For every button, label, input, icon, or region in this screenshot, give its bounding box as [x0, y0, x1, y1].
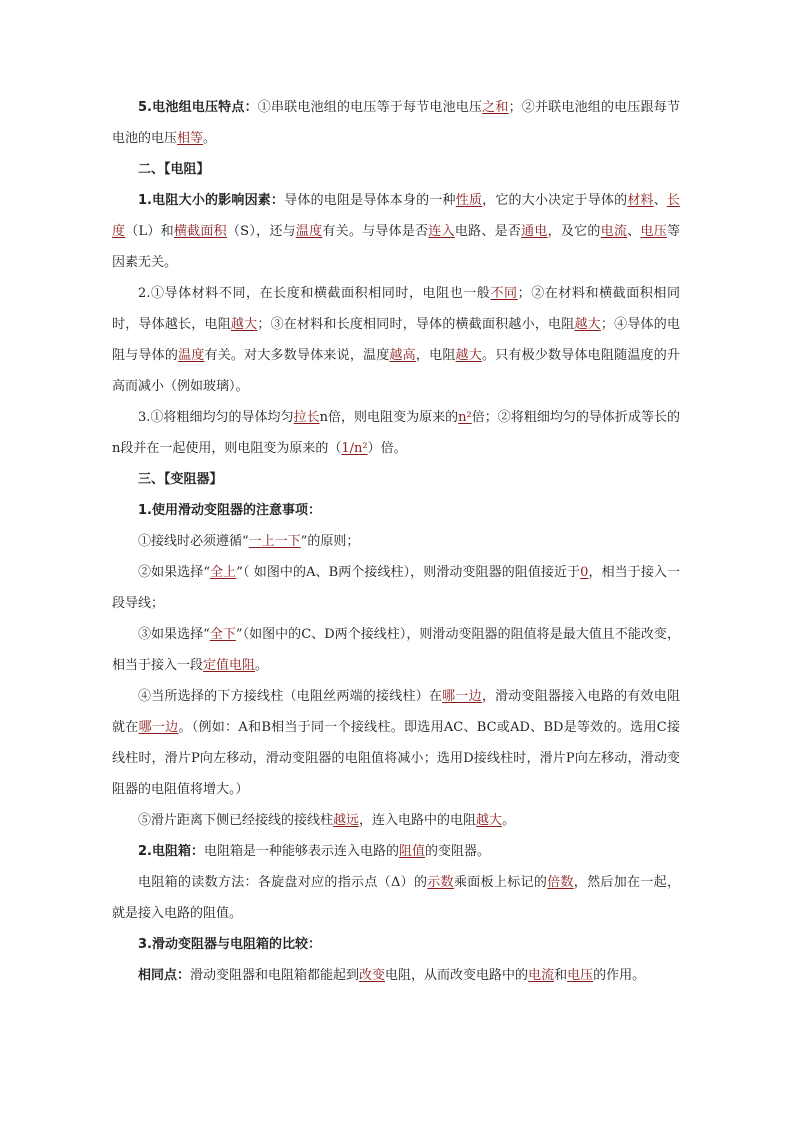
answer-blank: 哪一边	[138, 720, 179, 735]
paragraph	[112, 526, 680, 557]
text-run: 、	[653, 193, 667, 208]
text-run: 的作用。	[593, 968, 646, 983]
paragraph	[112, 185, 680, 278]
text-run: ①串联电池组的电压等于每节电池电压	[257, 100, 483, 115]
text-run: ，然后加在一起，就是接入电路的阻值。	[112, 875, 680, 921]
paragraph	[112, 619, 680, 681]
paragraph	[112, 805, 680, 836]
text-run: 电路、是否	[454, 224, 522, 239]
answer-blank: 不同	[490, 286, 518, 301]
answer-blank: 越大	[230, 317, 258, 332]
text-run: ”（ 如图中的A、B两个接线柱），则滑动变阻器的阻值接近于	[236, 565, 581, 580]
text-run: ①接线时必须遵循“	[138, 534, 249, 549]
answer-blank: 性质	[455, 193, 483, 208]
text-run: ，及它的	[547, 224, 601, 239]
bold-label: 3.滑动变阻器与电阻箱的比较：	[138, 937, 321, 952]
paragraph	[112, 836, 680, 867]
text-run: 的变阻器。	[425, 844, 491, 859]
paragraph	[112, 867, 680, 929]
text-run: ，电阻	[415, 348, 456, 363]
text-run: ）倍。	[367, 441, 407, 456]
text-run: ；②在材料和横截面积相同时，导体越长，电阻	[112, 286, 680, 332]
text-run: 电阻箱的读数方法：各旋盘对应的指示点（Δ）的	[138, 875, 428, 890]
text-run: n倍，则电阻变为原来的	[319, 410, 459, 425]
paragraph	[112, 92, 680, 154]
paragraph	[112, 960, 680, 991]
paragraph	[112, 681, 680, 805]
text-run: 。只有极少数导体电阻随温度的升高而减小（例如玻璃）。	[112, 348, 680, 394]
answer-blank: 越大	[476, 813, 503, 828]
answer-blank: 长度	[112, 193, 680, 239]
text-run: （L）和	[125, 224, 174, 239]
text-run: （S），还与	[226, 224, 296, 239]
answer-blank: 通电	[521, 224, 548, 239]
text-run: 3.①将粗细均匀的导体均匀	[138, 410, 294, 425]
paragraph	[112, 402, 680, 464]
text-run: ；③在材料和长度相同时，导体的横截面积越小，电阻	[257, 317, 575, 332]
answer-blank: 越高	[389, 348, 416, 363]
section-heading	[112, 464, 680, 495]
text-run: ”（如图中的C、D两个接线柱），则滑动变阻器的阻值将是最大值且不能改变，相当于接入一段	[112, 627, 680, 673]
text-run: ，它的大小决定于导体的	[482, 193, 628, 208]
answer-blank: 电压	[567, 968, 594, 983]
section-heading	[112, 154, 680, 185]
text-run: 有关。对大多数导体来说，温度	[204, 348, 390, 363]
bold-label: 1.使用滑动变阻器的注意事项：	[138, 503, 321, 518]
answer-blank: 电流	[528, 968, 555, 983]
answer-blank: 材料	[627, 193, 654, 208]
paragraph	[112, 278, 680, 402]
answer-blank: 相等	[177, 131, 204, 146]
paragraph	[112, 929, 680, 960]
bold-label: 相同点：	[138, 968, 191, 983]
text-run: 有关。与导体是否	[322, 224, 429, 239]
text-run: 电阻，从而改变电路中的	[385, 968, 529, 983]
answer-blank: 拉长	[293, 410, 320, 425]
bold-label: 5.电池组电压特点：	[138, 100, 258, 115]
answer-blank: 示数	[427, 875, 454, 890]
answer-blank: 温度	[178, 348, 205, 363]
answer-blank: 横截面积	[173, 224, 227, 239]
answer-blank: 一上一下	[248, 534, 301, 549]
text-run: ⑤滑片距离下侧已经接线的接线柱	[138, 813, 334, 828]
answer-blank: 哪一边	[442, 689, 482, 704]
text-run: 滑动变阻器和电阻箱都能起到	[190, 968, 360, 983]
text-run: 。	[203, 131, 217, 146]
answer-blank: 越大	[574, 317, 601, 332]
text-run: 。（例如：A和B相当于同一个接线柱。即选用AC、BC或AD、BD是等效的。选用C接线柱时，滑片P向左移动，滑动变阻器的电阻值将减小；选用D接线柱时，滑片P向左移动，滑动变阻器的电阻值将增大。）	[112, 720, 680, 797]
answer-blank: 0	[580, 565, 589, 580]
text-run: ”的原则；	[300, 534, 360, 549]
text-run: 二、【电阻】	[138, 162, 210, 177]
answer-blank: 电流	[600, 224, 628, 239]
text-run: 等因素无关。	[112, 224, 680, 270]
answer-blank: 越大	[455, 348, 482, 363]
answer-blank: 之和	[482, 100, 509, 115]
answer-blank: 定值电阻	[203, 658, 256, 673]
text-run: ②如果选择“	[138, 565, 211, 580]
text-run: ④当所选择的下方接线柱（电阻丝两端的接线柱）在	[138, 689, 443, 704]
text-run: 倍；②将粗细均匀的导体折成等长的n段并在一起使用，则电阻变为原来的（	[112, 410, 680, 456]
text-run: 三、【变阻器】	[138, 472, 223, 487]
answer-blank: 倍数	[547, 875, 574, 890]
text-run: ；④导体的电阻与导体的	[112, 317, 680, 363]
answer-blank: 1/n²	[341, 441, 368, 456]
paragraph	[112, 495, 680, 526]
text-run: 。	[255, 658, 269, 673]
answer-blank: 越远	[333, 813, 360, 828]
text-run: ，滑动变阻器接入电路的有效电阻就在	[112, 689, 680, 735]
text-run: ③如果选择“	[138, 627, 210, 642]
text-run: ；②并联电池组的电压跟每节电池的电压	[112, 100, 680, 146]
answer-blank: 电压	[640, 224, 667, 239]
text-run: 乘面板上标记的	[453, 875, 548, 890]
text-run: 。	[502, 813, 516, 828]
document-body	[112, 92, 680, 991]
text-run: ，相当于接入一段导线；	[112, 565, 680, 611]
answer-blank: 全下	[209, 627, 236, 642]
answer-blank: n²	[458, 410, 472, 425]
answer-blank: 改变	[359, 968, 386, 983]
text-run: 导体的电阻是导体本身的一种	[284, 193, 456, 208]
answer-blank: 温度	[295, 224, 323, 239]
answer-blank: 全上	[210, 565, 237, 580]
text-run: 和	[554, 968, 568, 983]
text-run: 2.①导体材料不同，在长度和横截面积相同时，电阻也一般	[138, 286, 491, 301]
paragraph	[112, 557, 680, 619]
text-run: 电阻箱是一种能够表示连入电路的	[203, 844, 399, 859]
text-run: 、	[627, 224, 641, 239]
answer-blank: 阻值	[399, 844, 426, 859]
bold-label: 1.电阻大小的影响因素：	[138, 193, 285, 208]
answer-blank: 连入	[428, 224, 455, 239]
text-run: ，连入电路中的电阻	[359, 813, 477, 828]
bold-label: 2.电阻箱：	[138, 844, 204, 859]
